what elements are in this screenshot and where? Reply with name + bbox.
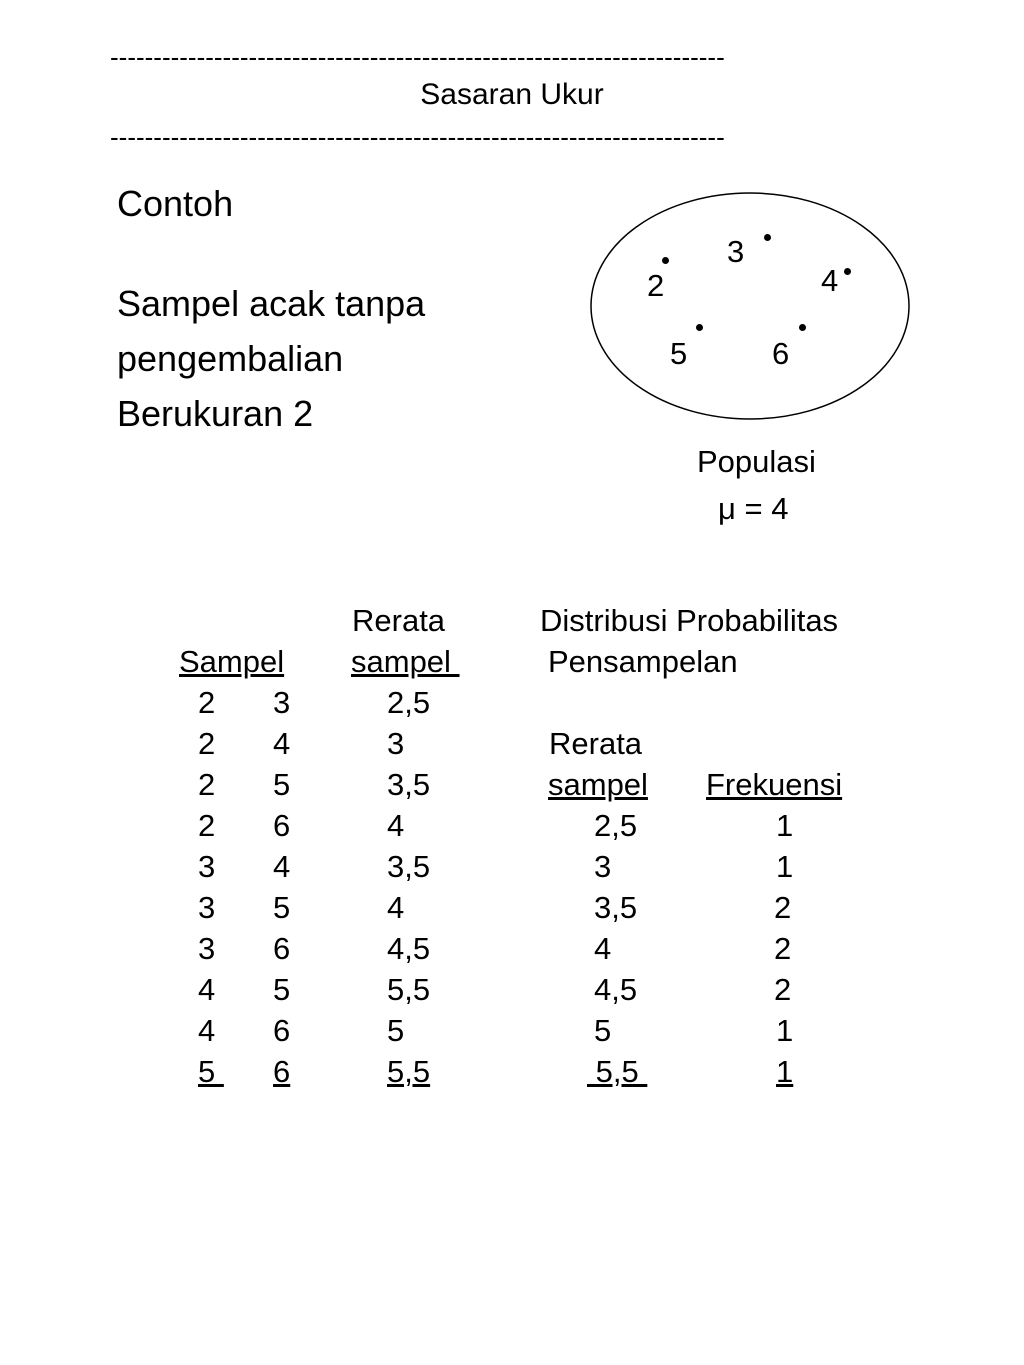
sample-b: 6: [273, 931, 291, 966]
population-ellipse: [0, 0, 1024, 560]
sample-b: 6: [273, 1054, 291, 1089]
distribution-header-sampel: sampel: [548, 767, 648, 802]
population-member-5: 5: [670, 336, 688, 371]
population-mean: μ = 4: [718, 491, 789, 526]
distribution-mean: 5: [594, 1013, 612, 1048]
sample-b: 3: [273, 685, 291, 720]
sample-mean: 4: [387, 808, 405, 843]
sample-b: 4: [273, 849, 291, 884]
sample-header-rerata: Rerata: [352, 603, 446, 638]
sample-b: 6: [273, 1013, 291, 1048]
sample-mean: 3,5: [387, 849, 431, 884]
sample-a: 2: [198, 726, 216, 761]
population-dot-6: [799, 324, 806, 331]
sample-a: 2: [198, 808, 216, 843]
distribution-mean: 3,5: [594, 890, 638, 925]
distribution-mean: 2,5: [594, 808, 638, 843]
distribution-header-frekuensi: Frekuensi: [706, 767, 843, 802]
sample-a: 4: [198, 972, 216, 1007]
distribution-title-1: Distribusi Probabilitas: [540, 603, 839, 638]
sample-mean: 5,5: [387, 1054, 431, 1089]
sample-b: 5: [273, 890, 291, 925]
distribution-freq: 1: [776, 808, 794, 843]
population-member-3: 3: [727, 234, 745, 269]
distribution-freq: 2: [774, 931, 792, 966]
distribution-mean: 5,5: [587, 1054, 648, 1089]
sample-a: 2: [198, 685, 216, 720]
population-member-6: 6: [772, 336, 790, 371]
population-dot-3: [764, 234, 771, 241]
sample-mean: 2,5: [387, 685, 431, 720]
distribution-freq: 2: [774, 890, 792, 925]
sample-b: 4: [273, 726, 291, 761]
population-member-2: 2: [647, 268, 665, 303]
population-dot-5: [696, 324, 703, 331]
intro-line-1: Sampel acak tanpa: [117, 283, 426, 324]
sample-a: 4: [198, 1013, 216, 1048]
population-member-4: 4: [821, 263, 839, 298]
header-rule-top: -----------------------------------------------------------------------: [110, 42, 725, 72]
population-diagram: [0, 0, 1024, 560]
distribution-mean: 4: [594, 931, 612, 966]
distribution-header-rerata: Rerata: [549, 726, 643, 761]
sample-a: 3: [198, 931, 216, 966]
distribution-mean: 4,5: [594, 972, 638, 1007]
intro-line-2: pengembalian: [117, 338, 344, 379]
distribution-freq: 1: [776, 849, 794, 884]
distribution-title-2: Pensampelan: [548, 644, 738, 679]
sample-a: 3: [198, 890, 216, 925]
sample-b: 6: [273, 808, 291, 843]
distribution-freq: 2: [774, 972, 792, 1007]
sample-a: 3: [198, 849, 216, 884]
sample-b: 5: [273, 767, 291, 802]
sample-mean: 5: [387, 1013, 405, 1048]
header-title: Sasaran Ukur: [420, 78, 604, 111]
population-dot-2: [662, 257, 669, 264]
sample-header-sampel: Sampel: [179, 644, 285, 679]
header-rule-bottom: -----------------------------------------------------------------------: [110, 122, 725, 152]
distribution-freq: 1: [776, 1013, 794, 1048]
population-dot-4: [844, 268, 851, 275]
sample-mean: 3,5: [387, 767, 431, 802]
sample-mean: 4: [387, 890, 405, 925]
sample-mean: 3: [387, 726, 405, 761]
distribution-freq: 1: [776, 1054, 794, 1089]
population-label: Populasi: [697, 444, 816, 479]
sample-a: 5: [198, 1054, 224, 1089]
sample-mean: 4,5: [387, 931, 431, 966]
intro-line-3: Berukuran 2: [117, 393, 314, 434]
example-heading: Contoh: [117, 183, 234, 224]
sample-header-sampel-mean: sampel: [351, 644, 460, 679]
sample-b: 5: [273, 972, 291, 1007]
sample-mean: 5,5: [387, 972, 431, 1007]
sample-a: 2: [198, 767, 216, 802]
distribution-mean: 3: [594, 849, 612, 884]
